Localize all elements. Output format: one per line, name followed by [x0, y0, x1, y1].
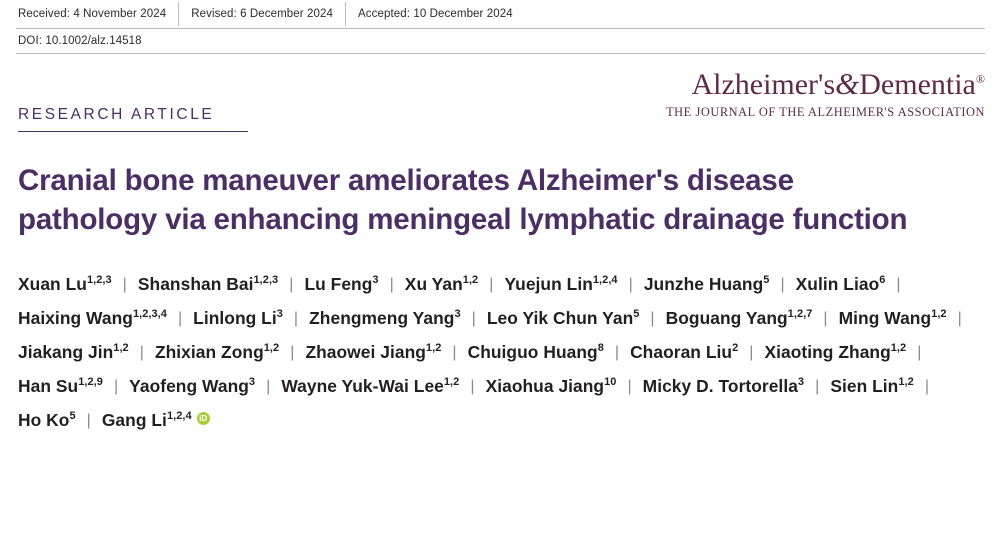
author-separator: |	[650, 309, 655, 327]
author-separator: |	[823, 309, 828, 327]
author-affiliation-marker: 5	[633, 308, 640, 321]
masthead	[16, 54, 985, 140]
author-separator: |	[290, 343, 295, 361]
author-label: Chaoran Liu	[630, 341, 733, 362]
journal-name-part1: Alzheimer's	[691, 68, 836, 101]
author-separator: |	[86, 411, 91, 429]
author-separator: |	[614, 343, 620, 361]
author-separator: |	[917, 343, 922, 361]
author-label: Xiaoting Zhang	[764, 341, 891, 362]
doi-text[interactable]: DOI: 10.1002/alz.14518	[18, 35, 142, 47]
author-label: Haixing Wang	[18, 307, 133, 328]
author-name[interactable]	[281, 376, 459, 396]
author-label: Zhengmeng Yang	[309, 307, 455, 328]
author-separator: |	[628, 275, 633, 293]
author-separator: |	[780, 275, 785, 293]
author-affiliation-marker: 1,2	[898, 375, 914, 388]
author-label: Shanshan Bai	[137, 273, 254, 294]
author-affiliation-marker: 1,2,4	[592, 274, 618, 287]
author-separator: |	[815, 377, 820, 395]
author-label: Han Su	[18, 375, 79, 396]
author-separator: |	[122, 275, 127, 293]
received-date: Received: 4 November 2024	[18, 8, 167, 20]
author-label: Wayne Yuk-Wai Lee	[281, 375, 444, 396]
author-affiliation-marker: 8	[597, 341, 604, 354]
author-label: Jiakang Jin	[18, 341, 114, 362]
author-affiliation-marker: 1,2	[890, 341, 907, 354]
author-name[interactable]	[129, 376, 255, 396]
author-affiliation-marker: 1,2,3	[253, 274, 279, 287]
orcid-icon[interactable]	[197, 412, 210, 425]
author-affiliation-marker: 5	[69, 409, 76, 422]
author-name[interactable]	[305, 342, 441, 362]
author-affiliation-marker: 1,2,9	[78, 375, 103, 388]
author-name[interactable]	[309, 308, 461, 328]
author-affiliation-marker: 1,2,4	[166, 409, 192, 422]
author-affiliation-marker: 3	[248, 375, 256, 388]
author-name[interactable]	[405, 274, 478, 294]
author-label: Xuan Lu	[18, 273, 87, 294]
author-name[interactable]	[643, 376, 804, 396]
author-affiliation-marker: 2	[732, 341, 739, 354]
doi-row	[16, 29, 985, 54]
author-name[interactable]	[830, 376, 914, 396]
author-affiliation-marker: 6	[879, 274, 886, 287]
author-separator: |	[177, 309, 183, 327]
author-affiliation-marker: 1,2	[263, 341, 280, 354]
author-label: Leo Yik Chun Yan	[486, 307, 634, 328]
author-affiliation-marker: 10	[604, 375, 617, 388]
author-affiliation-marker: 1,2	[462, 274, 479, 287]
author-label: Xiaohua Jiang	[485, 375, 605, 396]
author-name[interactable]	[18, 308, 167, 328]
author-label: Boguang Yang	[665, 307, 788, 328]
author-label: Xu Yan	[404, 273, 463, 294]
author-label: Yaofeng Wang	[129, 375, 249, 396]
author-name[interactable]	[18, 274, 112, 294]
author-separator: |	[627, 377, 632, 395]
journal-subtitle: THE JOURNAL OF THE ALZHEIMER'S ASSOCIATION	[666, 104, 985, 119]
author-label: Ho Ko	[18, 409, 70, 430]
journal-title	[666, 68, 985, 101]
author-label: Ming Wang	[838, 307, 932, 328]
author-name[interactable]	[630, 342, 738, 362]
article-history-bar	[16, 0, 985, 29]
author-name[interactable]	[666, 308, 813, 328]
accepted-date: Accepted: 10 December 2024	[358, 8, 513, 20]
revised-date: Revised: 6 December 2024	[191, 8, 334, 20]
author-separator: |	[113, 377, 119, 395]
registered-mark: ®	[975, 72, 985, 86]
author-name[interactable]	[18, 376, 103, 396]
journal-logo	[666, 68, 985, 120]
author-affiliation-marker: 1,2	[425, 341, 442, 354]
author-label: Yuejun Lin	[504, 273, 593, 294]
author-label: Lu Feng	[304, 273, 373, 294]
author-label: Chuiguo Huang	[467, 341, 598, 362]
author-separator: |	[471, 309, 476, 327]
author-affiliation-marker: 3	[372, 274, 379, 287]
author-separator: |	[452, 343, 457, 361]
journal-ampersand: &	[835, 66, 860, 101]
author-name[interactable]	[839, 308, 947, 328]
author-affiliation-marker: 3	[797, 375, 805, 388]
author-separator: |	[266, 377, 271, 395]
author-label: Xulin Liao	[795, 273, 880, 294]
author-name[interactable]	[487, 308, 640, 328]
author-separator: |	[293, 309, 299, 327]
author-affiliation-marker: 1,2	[931, 308, 947, 321]
author-name[interactable]	[102, 410, 210, 430]
author-separator: |	[139, 343, 144, 361]
author-separator: |	[289, 275, 294, 293]
author-affiliation-marker: 3	[276, 308, 283, 321]
author-affiliation-marker: 3	[454, 308, 461, 321]
author-name[interactable]	[504, 274, 617, 294]
author-label: Zhixian Zong	[154, 341, 264, 362]
page-title: Cranial bone maneuver ameliorates Alzheimer's disease pathology via enhancing meningeal lymphatic drainage function	[18, 164, 908, 236]
author-affiliation-marker: 1,2	[443, 375, 460, 388]
author-label: Sien Lin	[830, 375, 899, 396]
author-label: Junzhe Huang	[643, 273, 764, 294]
author-name[interactable]	[155, 342, 279, 362]
author-name[interactable]	[796, 274, 886, 294]
author-affiliation-marker: 5	[763, 274, 770, 287]
author-list	[18, 268, 985, 438]
author-affiliation-marker: 1,2,3	[86, 274, 112, 287]
author-separator: |	[924, 377, 930, 395]
author-separator: |	[957, 309, 962, 327]
author-name[interactable]	[304, 274, 378, 294]
author-affiliation-marker: 1,2,7	[787, 308, 813, 321]
author-affiliation-marker: 1,2,3,4	[132, 308, 167, 321]
author-separator: |	[470, 377, 475, 395]
author-label: Gang Li	[101, 409, 167, 430]
author-name[interactable]	[644, 274, 770, 294]
author-name[interactable]	[138, 274, 278, 294]
author-name[interactable]	[764, 342, 906, 362]
author-separator: |	[389, 275, 394, 293]
author-label: Zhaowei Jiang	[305, 341, 426, 362]
author-affiliation-marker: 1,2	[113, 341, 129, 354]
author-name[interactable]	[18, 342, 129, 362]
article-type-label: RESEARCH ARTICLE	[18, 106, 248, 132]
author-separator: |	[489, 275, 494, 293]
author-name[interactable]	[18, 410, 76, 430]
journal-name-part2: Dementia	[859, 68, 976, 101]
author-separator: |	[749, 343, 754, 361]
author-separator: |	[896, 275, 901, 293]
author-label: Linlong Li	[193, 307, 277, 328]
author-name[interactable]	[193, 308, 283, 328]
author-name[interactable]	[486, 376, 617, 396]
author-label: Micky D. Tortorella	[642, 375, 798, 396]
author-name[interactable]	[468, 342, 604, 362]
